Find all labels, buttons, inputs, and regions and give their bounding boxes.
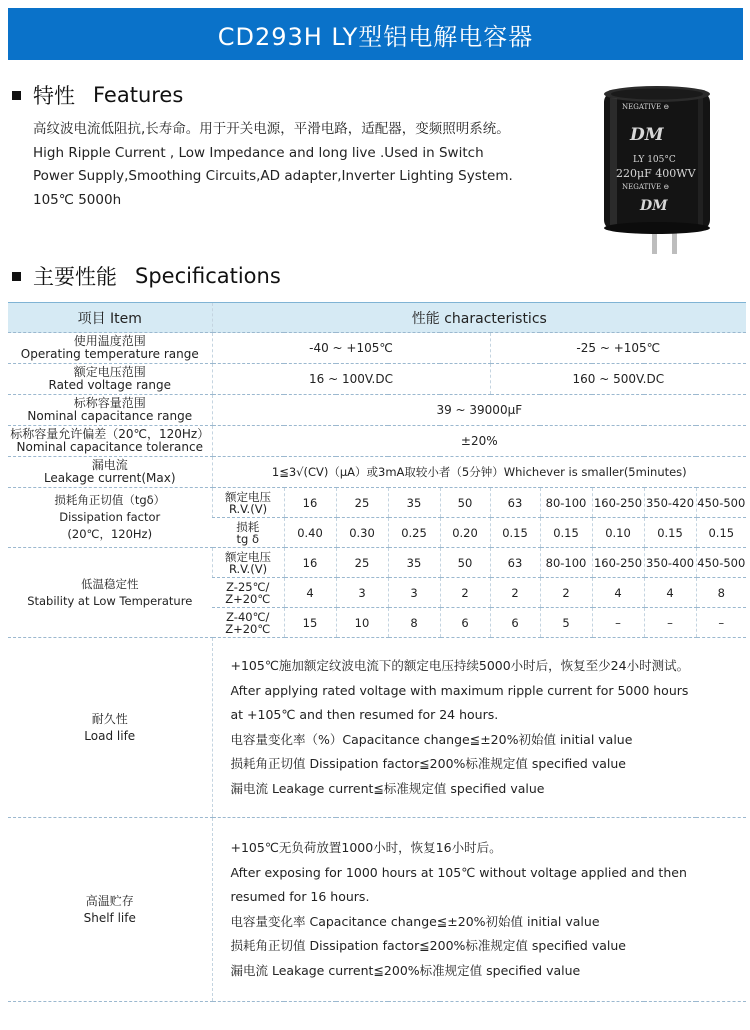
features-heading: [12, 80, 183, 110]
rated-voltage-label: [8, 364, 212, 395]
features-text: [33, 118, 593, 212]
table-row-shelf-life: [8, 818, 746, 1002]
df-tg-label-en: tg δ: [236, 531, 259, 546]
df-rv-label-en: R.V.(V): [228, 501, 268, 516]
df-value-cell: 0.15: [540, 518, 592, 548]
df-voltage-cell: 450-500: [696, 488, 746, 518]
cap-tolerance-label: [8, 426, 212, 457]
lt-voltage-cell: 80-100: [540, 548, 592, 578]
cap-range-label-cn: 标称容量范围: [73, 396, 146, 410]
df-voltage-cell: 80-100: [540, 488, 592, 518]
op-temp-label-cn: 使用温度范围: [73, 334, 146, 348]
lt-z25-cell: 4: [284, 578, 336, 608]
df-voltage-cell: 160-250: [592, 488, 644, 518]
features-line: 高纹波电流低阻抗,长寿命。用于开关电源，平滑电路，适配器，变频照明系统。: [33, 121, 510, 137]
cap-range-value: 39 ~ 39000μF: [212, 395, 746, 426]
lt-voltage-cell: 160-250: [592, 548, 644, 578]
header-characteristics: 性能 characteristics: [212, 303, 746, 333]
specifications-heading-cn: 主要性能: [33, 265, 117, 289]
capacitor-series: LY 105°C: [633, 155, 676, 165]
lt-rv-label-cn: 额定电压: [225, 549, 271, 564]
lt-z25-label: [212, 578, 284, 608]
capacitor-product-image: [600, 82, 718, 258]
cap-tolerance-label-cn: 标称容量允许偏差（20℃，120Hz）: [10, 427, 210, 441]
lt-voltage-cell: 350-400: [644, 548, 696, 578]
table-row-df-voltage: [8, 488, 746, 518]
lt-z40-cell: 6: [490, 608, 540, 638]
lt-voltage-cell: 35: [388, 548, 440, 578]
lt-z25-label-top: Z-25℃/: [226, 579, 270, 594]
shelf-life-line: After exposing for 1000 hours at 105℃ without voltage applied and then: [230, 864, 687, 880]
lt-z25-cell: 3: [336, 578, 388, 608]
rated-voltage-value-1: 16 ~ 100V.DC: [212, 364, 490, 395]
lt-rv-label: [212, 548, 284, 578]
capacitor-rating: 220μF 400WV: [616, 167, 696, 180]
cap-range-label: [8, 395, 212, 426]
rated-voltage-label-cn: 额定电压范围: [73, 365, 146, 379]
lt-z40-cell: 15: [284, 608, 336, 638]
low-temp-label-cn: 低温稳定性: [81, 576, 139, 591]
load-life-line: 损耗角正切值 Dissipation factor≦200%标准规定值 specified value: [230, 756, 626, 771]
lt-voltage-cell: 63: [490, 548, 540, 578]
df-rv-label-cn: 额定电压: [225, 489, 271, 504]
table-row-load-life: [8, 638, 746, 818]
features-heading-en: Features: [93, 83, 184, 107]
table-row-leakage: [8, 457, 746, 488]
leakage-label-cn: 漏电流: [91, 458, 128, 472]
cap-range-label-en: Nominal capacitance range: [27, 409, 193, 423]
shelf-life-label-en: Shelf life: [83, 910, 136, 925]
lt-z40-cell: 6: [440, 608, 490, 638]
df-label: [8, 488, 212, 548]
load-life-label-cn: 耐久性: [91, 711, 128, 726]
rated-voltage-label-en: Rated voltage range: [48, 378, 171, 392]
df-value-cell: 0.40: [284, 518, 336, 548]
specifications-heading-en: Specifications: [135, 264, 281, 288]
shelf-life-line: 漏电流 Leakage current≦200%标准规定值 specified value: [230, 962, 581, 978]
specifications-table: [8, 302, 746, 1002]
op-temp-label-en: Operating temperature range: [20, 347, 199, 361]
lt-voltage-cell: 25: [336, 548, 388, 578]
shelf-life-text: [212, 818, 746, 1002]
features-line: Power Supply,Smoothing Circuits,AD adapter,Inverter Lighting System.: [33, 168, 513, 184]
df-voltage-cell: 25: [336, 488, 388, 518]
table-row-op-temp: [8, 333, 746, 364]
lt-z40-cell: 8: [388, 608, 440, 638]
df-voltage-cell: 350-420: [644, 488, 696, 518]
lt-z25-label-bottom: Z+20℃: [225, 591, 271, 606]
lt-voltage-cell: 16: [284, 548, 336, 578]
shelf-life-label: [8, 818, 212, 1002]
load-life-line: After applying rated voltage with maximum ripple current for 5000 hours: [230, 682, 689, 698]
low-temp-label-en: Stability at Low Temperature: [27, 593, 193, 608]
bullet-square-icon: [12, 272, 21, 281]
features-line: High Ripple Current , Low Impedance and long live .Used in Switch: [33, 144, 484, 161]
op-temp-label: [8, 333, 212, 364]
table-row-lt-voltage: [8, 548, 746, 578]
page-title: CD293H LY型铝电解电容器: [8, 8, 743, 60]
df-tg-label: [212, 518, 284, 548]
shelf-life-line: 损耗角正切值 Dissipation factor≦200%标准规定值 specified value: [230, 938, 626, 953]
lt-z40-cell: –: [696, 608, 746, 638]
shelf-life-line: resumed for 16 hours.: [230, 889, 370, 904]
capacitor-bottom-label: NEGATIVE ⊖: [622, 183, 670, 191]
lt-z25-cell: 2: [490, 578, 540, 608]
lt-z25-cell: 3: [388, 578, 440, 608]
lt-z25-cell: 2: [440, 578, 490, 608]
df-voltage-cell: 16: [284, 488, 336, 518]
lt-z40-cell: –: [592, 608, 644, 638]
load-life-label-en: Load life: [84, 728, 136, 743]
lt-z25-cell: 2: [540, 578, 592, 608]
load-life-text: [212, 638, 746, 818]
shelf-life-line: +105℃无负荷放置1000小时，恢复16小时后。: [230, 840, 502, 855]
capacitor-brand-2: DM: [640, 198, 668, 214]
df-label-condition: (20℃，120Hz): [67, 527, 153, 541]
df-value-cell: 0.25: [388, 518, 440, 548]
shelf-life-line: 电容量变化率 Capacitance change≦±20%初始值 initial value: [230, 913, 600, 929]
features-heading-cn: 特性: [33, 84, 75, 108]
features-line: 105℃ 5000h: [33, 191, 122, 208]
df-label-cn: 损耗角正切值（tgδ）: [54, 493, 166, 507]
capacitor-brand: DM: [630, 125, 664, 145]
leakage-label-en: Leakage current(Max): [43, 471, 176, 485]
op-temp-value-1: -40 ~ +105℃: [212, 333, 490, 364]
df-value-cell: 0.20: [440, 518, 490, 548]
low-temp-label: [8, 548, 212, 638]
load-life-line: at +105℃ and then resumed for 24 hours.: [230, 707, 499, 722]
df-voltage-cell: 35: [388, 488, 440, 518]
lt-z40-cell: 5: [540, 608, 592, 638]
cap-tolerance-label-en: Nominal capacitance tolerance: [16, 440, 203, 454]
op-temp-value-2: -25 ~ +105℃: [490, 333, 746, 364]
df-voltage-cell: 50: [440, 488, 490, 518]
rated-voltage-value-2: 160 ~ 500V.DC: [490, 364, 746, 395]
load-life-line: 漏电流 Leakage current≦标准规定值 specified value: [230, 780, 545, 796]
df-tg-label-cn: 损耗: [236, 519, 260, 534]
lt-z25-cell: 4: [592, 578, 644, 608]
load-life-line: 电容量变化率（%）Capacitance change≦±20%初始值 initial value: [230, 731, 633, 747]
load-life-line: +105℃施加额定纹波电流下的额定电压持续5000小时后，恢复至少24小时测试。: [230, 658, 690, 673]
lt-voltage-cell: 450-500: [696, 548, 746, 578]
lt-z40-label: [212, 608, 284, 638]
lt-voltage-cell: 50: [440, 548, 490, 578]
shelf-life-label-cn: 高温贮存: [85, 893, 134, 908]
table-row-cap-range: [8, 395, 746, 426]
lt-z25-cell: 8: [696, 578, 746, 608]
lt-rv-label-en: R.V.(V): [228, 561, 268, 576]
lt-z40-cell: –: [644, 608, 696, 638]
table-row-cap-tolerance: [8, 426, 746, 457]
header-item: 项目 Item: [8, 303, 212, 333]
df-value-cell: 0.15: [696, 518, 746, 548]
leakage-value: 1≦3√(CV)（μA）或3mA取较小者（5分钟）Whichever is smaller(5minutes): [212, 457, 746, 488]
df-value-cell: 0.10: [592, 518, 644, 548]
lt-z40-label-bottom: Z+20℃: [225, 621, 271, 636]
lt-z40-cell: 10: [336, 608, 388, 638]
specifications-heading: [12, 261, 281, 291]
table-row-rated-voltage: [8, 364, 746, 395]
load-life-label: [8, 638, 212, 818]
bullet-square-icon: [12, 91, 21, 100]
df-voltage-cell: 63: [490, 488, 540, 518]
df-label-en: Dissipation factor: [59, 510, 161, 524]
table-header-row: [8, 303, 746, 333]
lt-z40-label-top: Z-40℃/: [226, 609, 270, 624]
leakage-label: [8, 457, 212, 488]
df-value-cell: 0.30: [336, 518, 388, 548]
df-rv-label: [212, 488, 284, 518]
df-value-cell: 0.15: [490, 518, 540, 548]
capacitor-top-label: NEGATIVE ⊖: [622, 103, 670, 111]
df-value-cell: 0.15: [644, 518, 696, 548]
lt-z25-cell: 4: [644, 578, 696, 608]
cap-tolerance-value: ±20%: [212, 426, 746, 457]
